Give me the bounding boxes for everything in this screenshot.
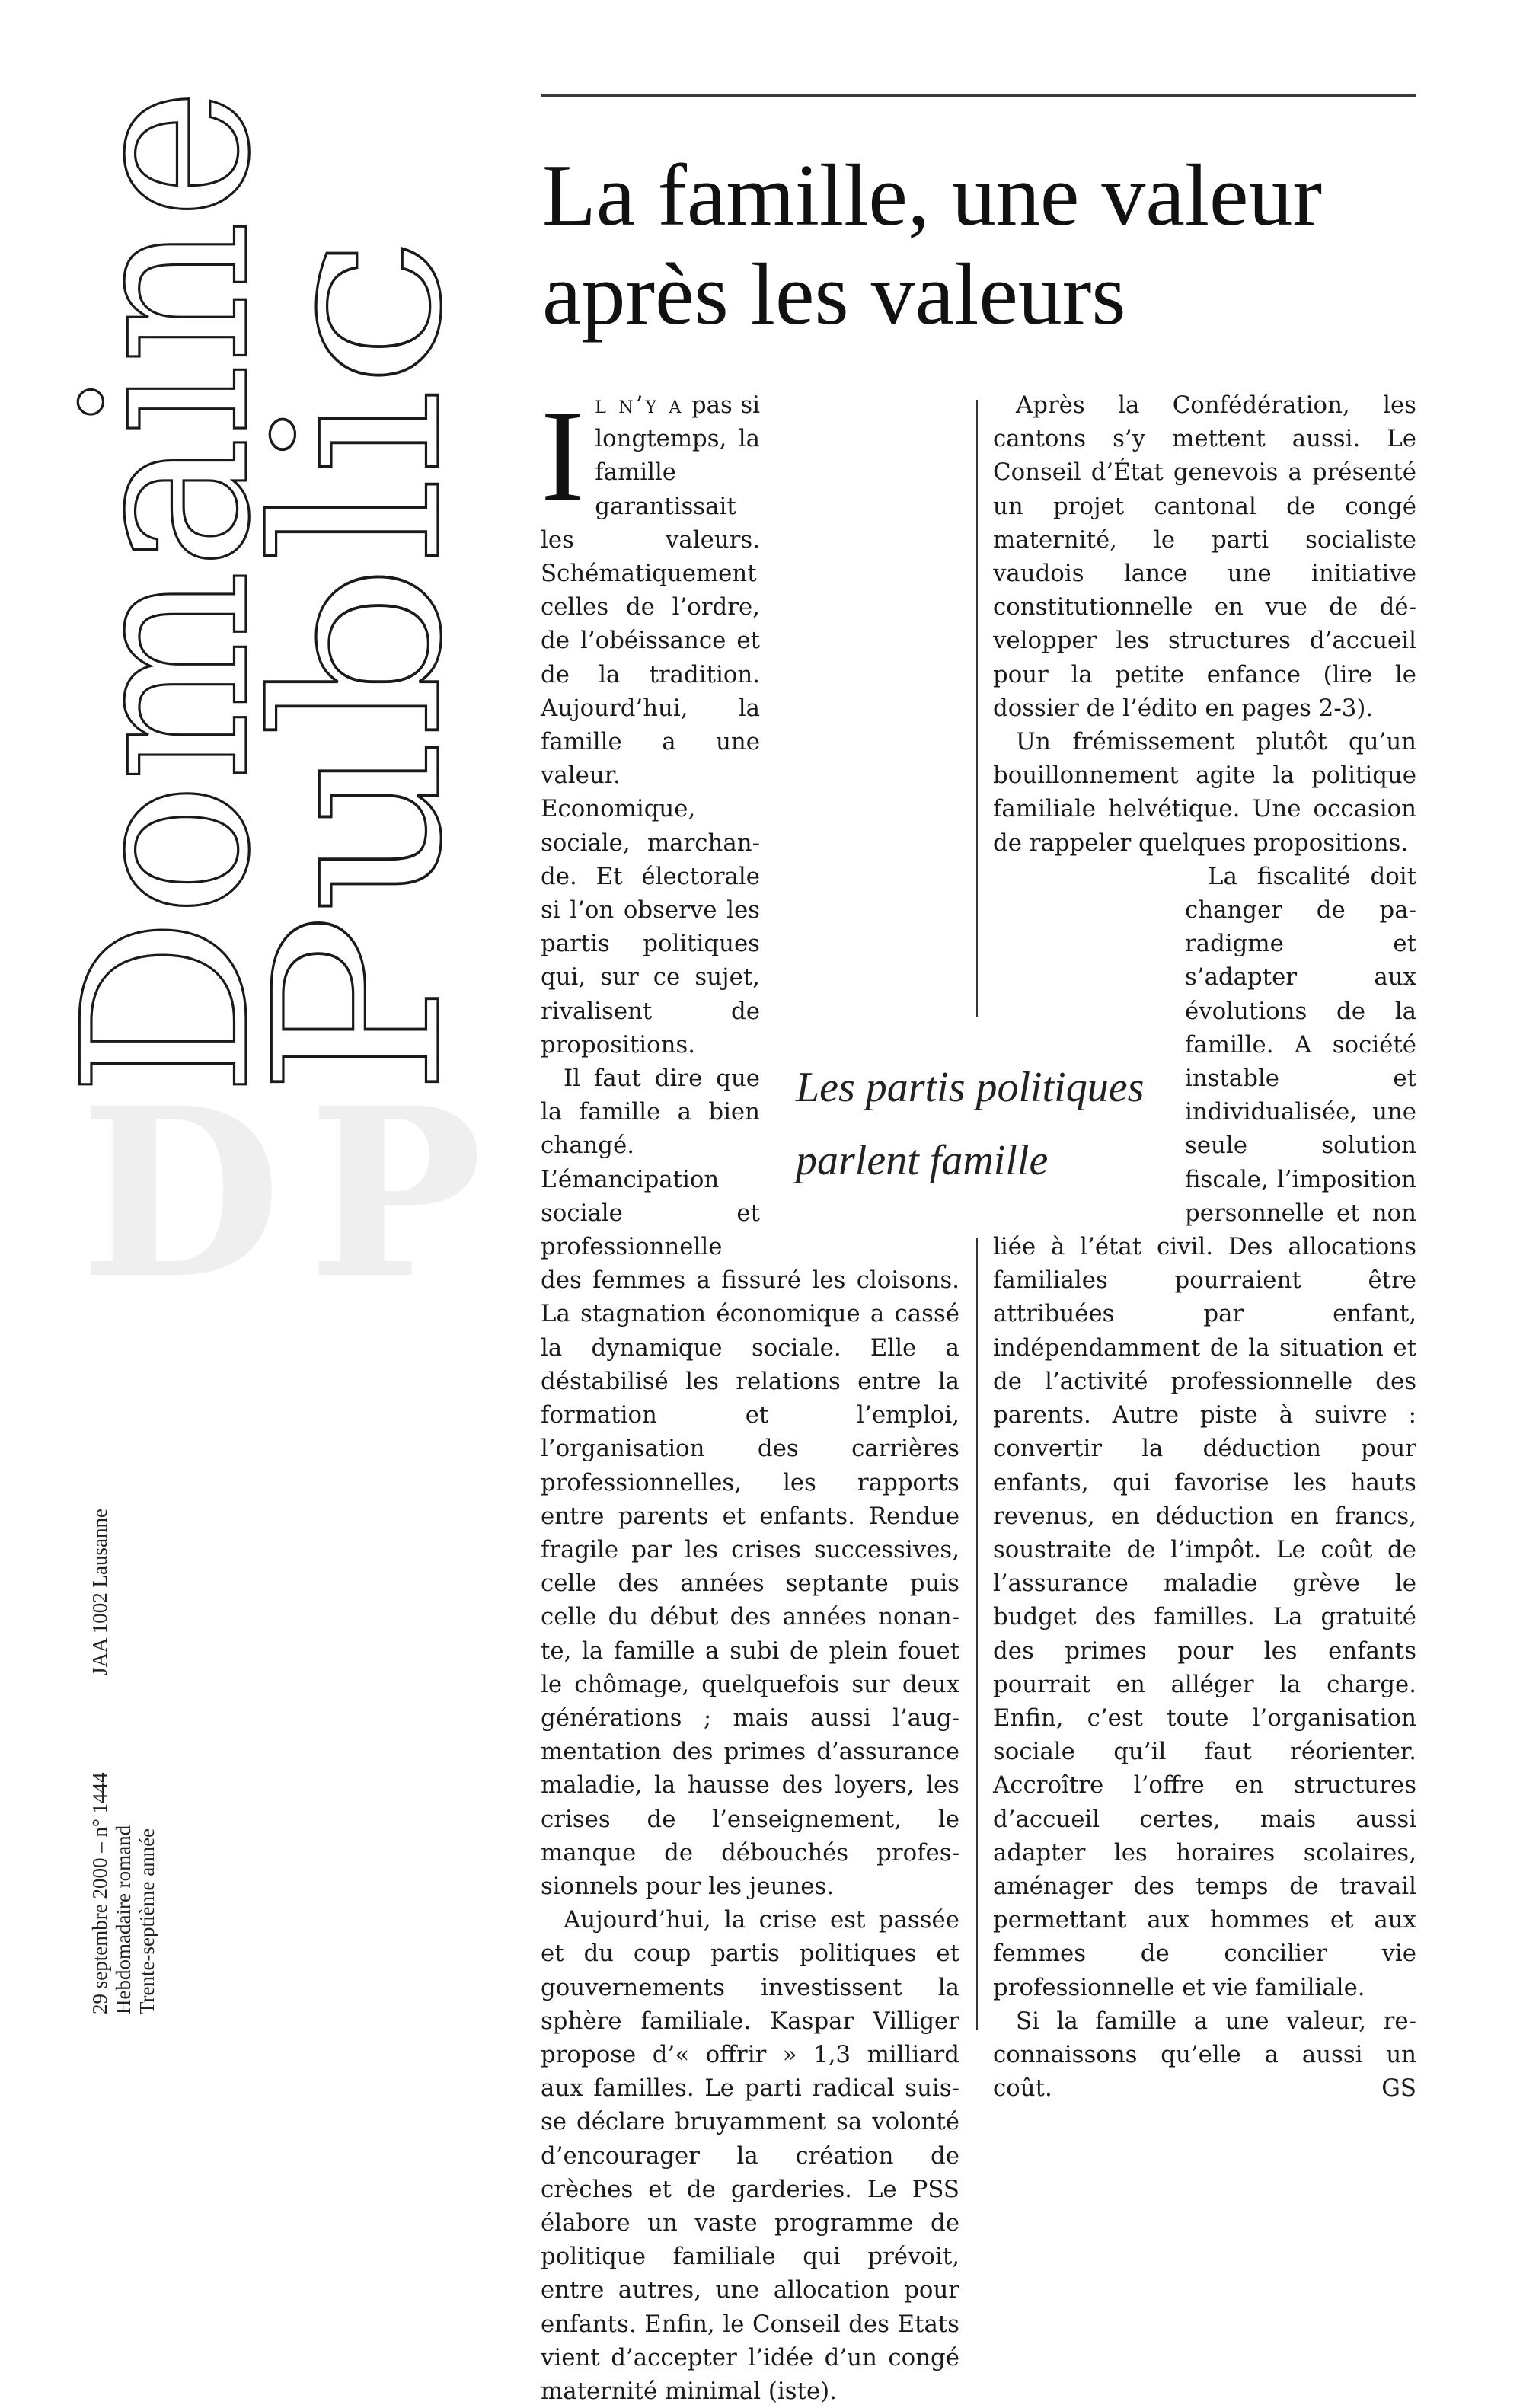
pull-quote-line2: parlent famille — [796, 1137, 1049, 1184]
article-paragraph-5: Un frémissement plutôt qu’un bouillonnement agite la politique familiale helvétique. Une occasion de rappeler quelques propositions. — [993, 728, 1416, 857]
article-paragraph-2: Il faut dire que la famille a bien changé. L’émancipation sociale et professionnelle des femmes a fissuré les cloisons. La stagnation économique a cassé la dynamique sociale. Elle a déstabilisé les relations entre la formation et l’emploi, l’organisation des carrières professionnelles, les rapports entre parents et enfants. Rendue fragile par les crises successives, celle des années septante puis celle du début des années nonante, la famille a subi de plein fouet le chômage, quelquefois sur deux générations ; mais aussi l’augmentation des primes d’assurance maladie, la hausse des loyers, les crises de l’enseignement, le manque de débouchés professionnels pour les jeunes. — [541, 1065, 959, 1900]
article-paragraph-4: Après la Confédération, les cantons s’y mettent aussi. Le Conseil d’État genevois a présenté un projet cantonal de congé maternité, le parti socialiste vaudois lance une initiative constitutionnelle en vue de développer les structures d’accueil pour la petite enfance (lire le dossier de l’édito en pages 2-3). — [993, 391, 1416, 722]
article-paragraph-6 — [993, 860, 1416, 2004]
column-divider-bottom — [976, 1238, 978, 2030]
article-paragraph-1 — [541, 384, 959, 1062]
pull-quote-line1: Les partis politiques — [796, 1064, 1145, 1111]
postal-code: JAA 1002 Lausanne — [88, 1509, 111, 1675]
author-signature: GS — [1381, 2074, 1416, 2103]
headline-line2: après les valeurs — [542, 246, 1126, 343]
article-paragraph-3: Aujourd’hui, la crise est passée et du coup partis politiques et gouvernements investissent la sphère familiale. Kaspar Villiger propose d’« offrir » 1,3 milliard aux familles. Le parti radical suisse déclare bruyamment sa volonté d’encourager la création de crèches et de garderies. Le PSS élabore un vaste programme de politique familiale qui prévoit, entre autres, une allocation pour enfants. Enfin, le Conseil des Etats vient d’accepter l’idée d’un congé maternité minimal (iste). — [541, 1906, 959, 2405]
issue-info-svg — [76, 1432, 236, 2026]
top-rule — [541, 94, 1416, 97]
drop-cap: I — [541, 384, 585, 529]
dp-monogram: DP — [80, 1057, 509, 1330]
issue-frequency: Hebdomadaire romand — [112, 1825, 135, 2014]
masthead — [34, 67, 492, 1104]
headline-line1: La famille, une valeur — [542, 147, 1323, 244]
paragraph-6-text: La fiscalité doit changer de paradigme et s’adapter aux évolutions de la famille. A société instable et individualisée, une seule solution fiscale, l’imposition personnelle et non liée à l’état civil. Des allocations familiales pourraient être attribuées par enfant, indépendamment de la situation et de l’activité professionnelle des parents. Autre piste à suivre : convertir la déduction pour enfants, qui favorise les hauts revenus, en déduction en francs, soustraite de l’impôt. Le coût de l’assurance maladie grève le budget des familles. La gratuité des primes pour les enfants pourrait en alléger la charge. Enfin, c’est toute l’organisation sociale qu’il faut réorienter. Accroître l’offre en structures d’accueil certes, mais aussi adapter les horaires scolaires, aménager des temps de travail permettant aux hommes et aux femmes de concilier vie professionnelle et vie familiale. — [993, 862, 1416, 2001]
masthead-title-line1: Domaine — [34, 67, 300, 1097]
article-paragraph-7 — [993, 2004, 1416, 2106]
pull-quote — [796, 1051, 1146, 1197]
issue-volume: Trente-septième année — [136, 1828, 158, 2014]
masthead-title-line2: Public — [226, 375, 492, 1097]
lead-in-smallcaps: l n’y a — [595, 391, 684, 419]
paragraph-1-text: pas si longtemps, la famille garantissait les valeurs. Schématiquement celles de l’ordre, de l’obéissance et de la tradition. Aujourd’hui, la famille a une valeur. Economique, sociale, marchande. Et électorale si l’on observe les partis politiques qui, sur ce sujet, rivalisent de propositions. — [541, 391, 760, 1059]
article-headline — [542, 146, 1418, 344]
issue-info — [76, 1432, 236, 2026]
paragraph-7-text: Si la famille a une valeur, reconnaissons qu’elle a aussi un coût. — [993, 2007, 1416, 2103]
masthead-title-svg — [34, 67, 492, 1104]
issue-date-number: 29 septembre 2000 – n° 1444 — [88, 1772, 111, 2014]
column-divider-top — [976, 400, 978, 1017]
article-column-1 — [541, 384, 959, 2408]
article-column-2 — [993, 388, 1416, 2105]
